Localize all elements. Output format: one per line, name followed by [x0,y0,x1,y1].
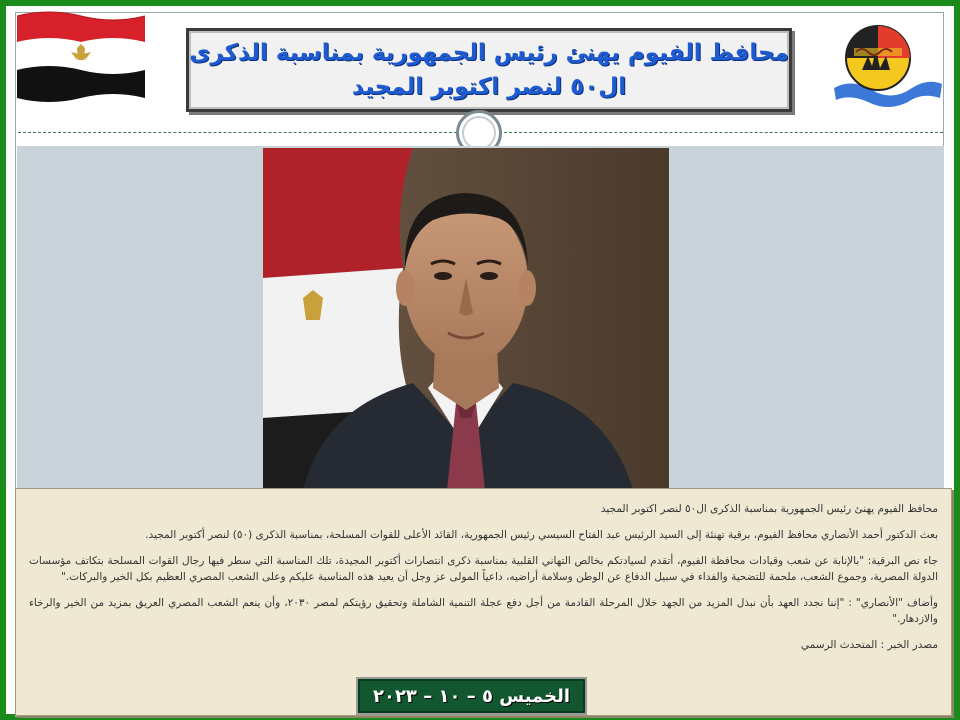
fayoum-logo-icon [832,18,944,112]
article-headline: محافظ الفيوم يهنئ رئيس الجمهورية بمناسبة الذكرى ال٥٠ لنصر اكتوبر المجيد [600,503,938,515]
headline-box [186,28,792,112]
egypt-flag-icon [15,10,147,102]
headline-line-1: محافظ الفيوم يهنئ رئيس الجمهورية بمناسبة الذكرى [189,40,789,66]
article-source: مصدر الخبر : المتحدث الرسمي [800,639,938,651]
headline-line-2: ال٥٠ لنصر اكتوبر المجيد [351,74,627,100]
article-paragraph-1: بعث الدكتور أحمد الأنصاري محافظ الفيوم، برقية تهنئة إلى السيد الرئيس عبد الفتاح السيسي رئيس الجمهورية، القائد الأعلى للقوات المسلحة، بمناسبة الذكرى (٥٠) لنصر أكتوبر المجيد. [145,529,938,541]
article-paragraph-3: وأضاف "الأنصاري" : "إننا نجدد العهد بأن نبذل المزيد من الجهد خلال المرحلة القادمة من أجل دفع عجلة التنمية الشاملة وتحقيق رؤيتكم لمصر ٢٠٣٠، وأن ينعم الشعب المصري العريق بمزيد من الخير والرخاء والازدهار." [29,597,939,625]
president-portrait-icon [263,148,669,490]
article-paragraph-2: جاء نص البرقية: "بالإنابة عن شعب وقيادات محافظة الفيوم، أتقدم لسيادتكم بخالص التهاني القلبية بمناسبة ذكرى انتصارات أكتوبر المجيدة، تلك المناسبة التي سطر فيها رجال القوات المسلحة بتكاتف مؤسسات الدولة المصرية، وجموع الشعب، ملحمة للتضحية والفداء في سبيل الدفاع عن الوطن وسلامة أراضيه، داعياً المولى عز وجل أن يعيد هذه المناسبة عليكم وعلى الشعب المصري العظيم بكل الخير والبركات." [29,555,938,583]
date-badge: الخميس ٥ – ١٠ – ٢٠٢٣ [356,677,587,715]
